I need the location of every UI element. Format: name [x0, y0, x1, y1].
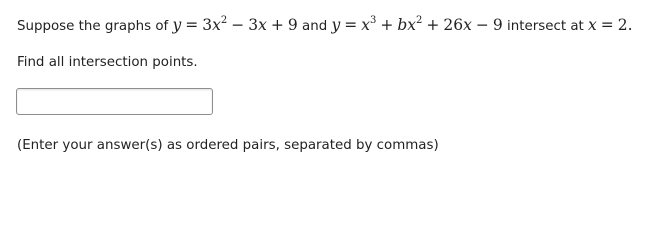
answer-format-hint: (Enter your answer(s) as ordered pairs, separated by commas) — [17, 138, 439, 153]
instruction-text: Find all intersection points. — [17, 55, 198, 70]
problem-intro: Suppose the graphs of — [17, 19, 173, 34]
problem-and: and — [297, 19, 332, 34]
condition-x: x = 2. — [588, 16, 633, 34]
equation-2: $y = x^3 + bx^2 + 26x - 9$ — [331, 14, 503, 34]
problem-statement — [17, 14, 633, 38]
equation-1: $y = 3x^2 - 3x + 9$ — [172, 14, 298, 34]
problem-suffix: intersect at — [502, 19, 589, 34]
answer-input[interactable] — [16, 88, 213, 115]
